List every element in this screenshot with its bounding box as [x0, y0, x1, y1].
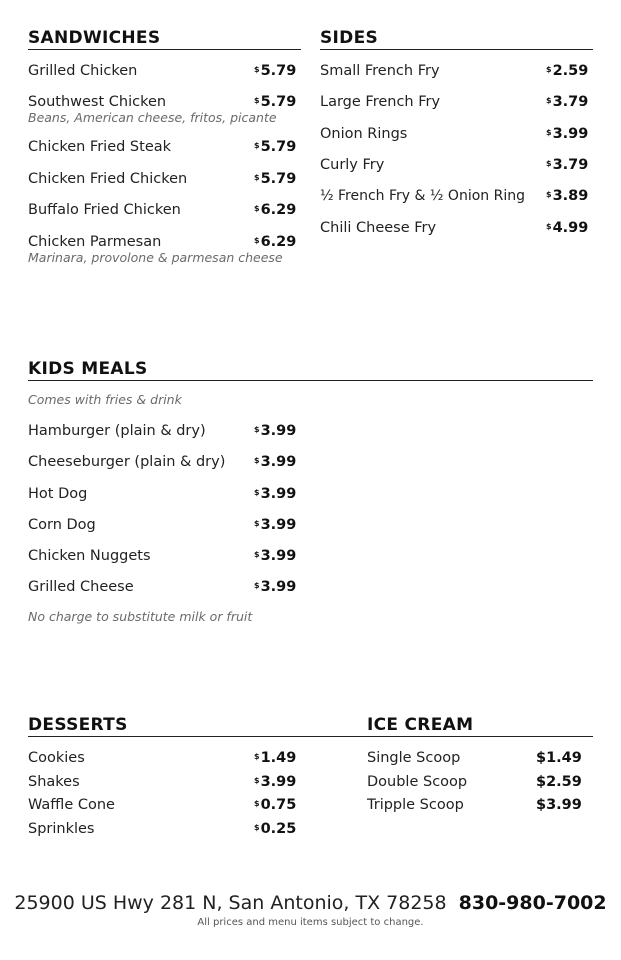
menu-item [367, 749, 593, 767]
item-name: Cookies [28, 750, 85, 766]
kids-meals-section [28, 359, 593, 624]
menu-item [320, 125, 593, 143]
item-price [254, 773, 296, 791]
footer-address: 25900 US Hwy 281 N, San Antonio, TX 78258 [14, 892, 447, 914]
sides-section [320, 28, 593, 236]
item-price [254, 820, 296, 838]
price-value: 3.89 [552, 188, 589, 204]
item-price: $1.49 [536, 750, 582, 766]
item-price [254, 422, 296, 440]
item-price [546, 219, 588, 237]
item-name: Chicken Fried Chicken [28, 171, 188, 187]
price-value: 3.99 [260, 774, 297, 790]
menu-item [320, 62, 593, 80]
item-name: Small French Fry [320, 63, 440, 79]
currency-symbol: $ [546, 96, 552, 105]
currency-symbol: $ [254, 581, 260, 590]
menu-item [28, 233, 301, 265]
item-price [254, 201, 296, 219]
price-value: 3.99 [260, 486, 297, 502]
ice-cream-section [367, 715, 593, 813]
item-price [546, 187, 588, 205]
menu-item [28, 93, 301, 125]
menu-item [28, 485, 301, 503]
menu-item [367, 773, 593, 791]
item-name: Cheeseburger (plain & dry) [28, 454, 226, 470]
item-name: Buffalo Fried Chicken [28, 202, 181, 218]
item-name: Chicken Fried Steak [28, 139, 172, 155]
item-price [254, 796, 296, 814]
price-value: 5.79 [260, 171, 297, 187]
menu-item [28, 453, 301, 471]
price-value: 0.25 [260, 821, 297, 837]
currency-symbol: $ [546, 128, 552, 137]
footer-contact [0, 892, 621, 914]
currency-symbol: $ [546, 222, 552, 231]
price-value: 3.99 [260, 454, 297, 470]
item-description: Marinara, provolone & parmesan cheese [28, 250, 283, 265]
item-price [254, 547, 296, 565]
sandwiches-section [28, 28, 301, 265]
menu-item [28, 138, 301, 156]
price-value: 2.59 [552, 63, 589, 79]
currency-symbol: $ [546, 159, 552, 168]
item-price [254, 578, 296, 596]
currency-symbol: $ [254, 65, 260, 74]
item-price [254, 138, 296, 156]
item-name: Tripple Scoop [367, 797, 464, 813]
price-value: 3.79 [552, 94, 589, 110]
price-value: 3.79 [552, 157, 589, 173]
kids-meals-heading: KIDS MEALS [28, 359, 593, 381]
item-name: Curly Fry [320, 157, 385, 173]
menu-item [320, 93, 593, 111]
currency-symbol: $ [254, 488, 260, 497]
item-name: Shakes [28, 774, 80, 790]
price-value: 6.29 [260, 202, 297, 218]
item-name: Large French Fry [320, 94, 441, 110]
menu-item [28, 422, 301, 440]
item-name: Chili Cheese Fry [320, 220, 437, 236]
item-name: Grilled Cheese [28, 579, 134, 595]
currency-symbol: $ [254, 425, 260, 434]
item-price [254, 233, 296, 251]
item-price [254, 516, 296, 534]
price-value: 5.79 [260, 139, 297, 155]
item-name: Sprinkles [28, 821, 95, 837]
item-name: Onion Rings [320, 126, 408, 142]
menu-item [28, 796, 301, 814]
currency-symbol: $ [254, 776, 260, 785]
item-name: ½ French Fry & ½ Onion Ring [320, 188, 525, 204]
menu-item [28, 170, 301, 188]
sides-heading: SIDES [320, 28, 593, 50]
item-name: Chicken Parmesan [28, 234, 162, 250]
item-price [254, 485, 296, 503]
price-value: 3.99 [552, 126, 589, 142]
price-value: 5.79 [260, 94, 297, 110]
menu-item [28, 749, 301, 767]
currency-symbol: $ [254, 236, 260, 245]
menu-item [28, 62, 301, 80]
currency-symbol: $ [254, 823, 260, 832]
currency-symbol: $ [254, 96, 260, 105]
price-value: 5.79 [260, 63, 297, 79]
currency-symbol: $ [254, 456, 260, 465]
footer-disclaimer: All prices and menu items subject to change. [197, 917, 424, 928]
menu-item [28, 578, 301, 596]
currency-symbol: $ [546, 190, 552, 199]
item-price [254, 453, 296, 471]
price-value: 3.99 [260, 548, 297, 564]
menu-item [28, 773, 301, 791]
desserts-heading: DESSERTS [28, 715, 367, 737]
item-price: $3.99 [536, 797, 582, 813]
price-value: 6.29 [260, 234, 297, 250]
item-price [254, 749, 296, 767]
kids-meals-note: No charge to substitute milk or fruit [28, 609, 253, 624]
item-name: Hot Dog [28, 486, 88, 502]
item-description: Beans, American cheese, fritos, picante [28, 110, 277, 125]
ice-cream-heading: ICE CREAM [367, 715, 593, 737]
currency-symbol: $ [254, 550, 260, 559]
currency-symbol: $ [254, 799, 260, 808]
menu-item [28, 516, 301, 534]
item-price [254, 93, 296, 111]
item-price [546, 125, 588, 143]
currency-symbol: $ [254, 204, 260, 213]
currency-symbol: $ [254, 173, 260, 182]
item-price: $2.59 [536, 774, 582, 790]
item-price [546, 156, 588, 174]
item-price [546, 62, 588, 80]
kids-meals-subtitle: Comes with fries & drink [28, 392, 182, 407]
item-name: Single Scoop [367, 750, 461, 766]
currency-symbol: $ [254, 519, 260, 528]
menu-item [28, 820, 301, 838]
item-name: Chicken Nuggets [28, 548, 151, 564]
item-name: Hamburger (plain & dry) [28, 423, 206, 439]
item-name: Southwest Chicken [28, 94, 167, 110]
item-price [254, 170, 296, 188]
price-value: 4.99 [552, 220, 589, 236]
currency-symbol: $ [254, 752, 260, 761]
menu-item [367, 796, 593, 814]
sandwiches-heading: SANDWICHES [28, 28, 301, 50]
menu-item [320, 219, 593, 237]
currency-symbol: $ [254, 141, 260, 150]
price-value: 3.99 [260, 517, 297, 533]
menu-item [28, 201, 301, 219]
item-name: Double Scoop [367, 774, 468, 790]
footer-phone: 830-980-7002 [458, 892, 607, 914]
menu-item [320, 187, 593, 205]
price-value: 3.99 [260, 579, 297, 595]
desserts-section [28, 715, 367, 837]
item-name: Waffle Cone [28, 797, 115, 813]
item-price [546, 93, 588, 111]
currency-symbol: $ [546, 65, 552, 74]
item-name: Grilled Chicken [28, 63, 138, 79]
menu-item [28, 547, 301, 565]
price-value: 0.75 [260, 797, 297, 813]
menu-item [320, 156, 593, 174]
item-name: Corn Dog [28, 517, 96, 533]
item-price [254, 62, 296, 80]
price-value: 1.49 [260, 750, 297, 766]
price-value: 3.99 [260, 423, 297, 439]
